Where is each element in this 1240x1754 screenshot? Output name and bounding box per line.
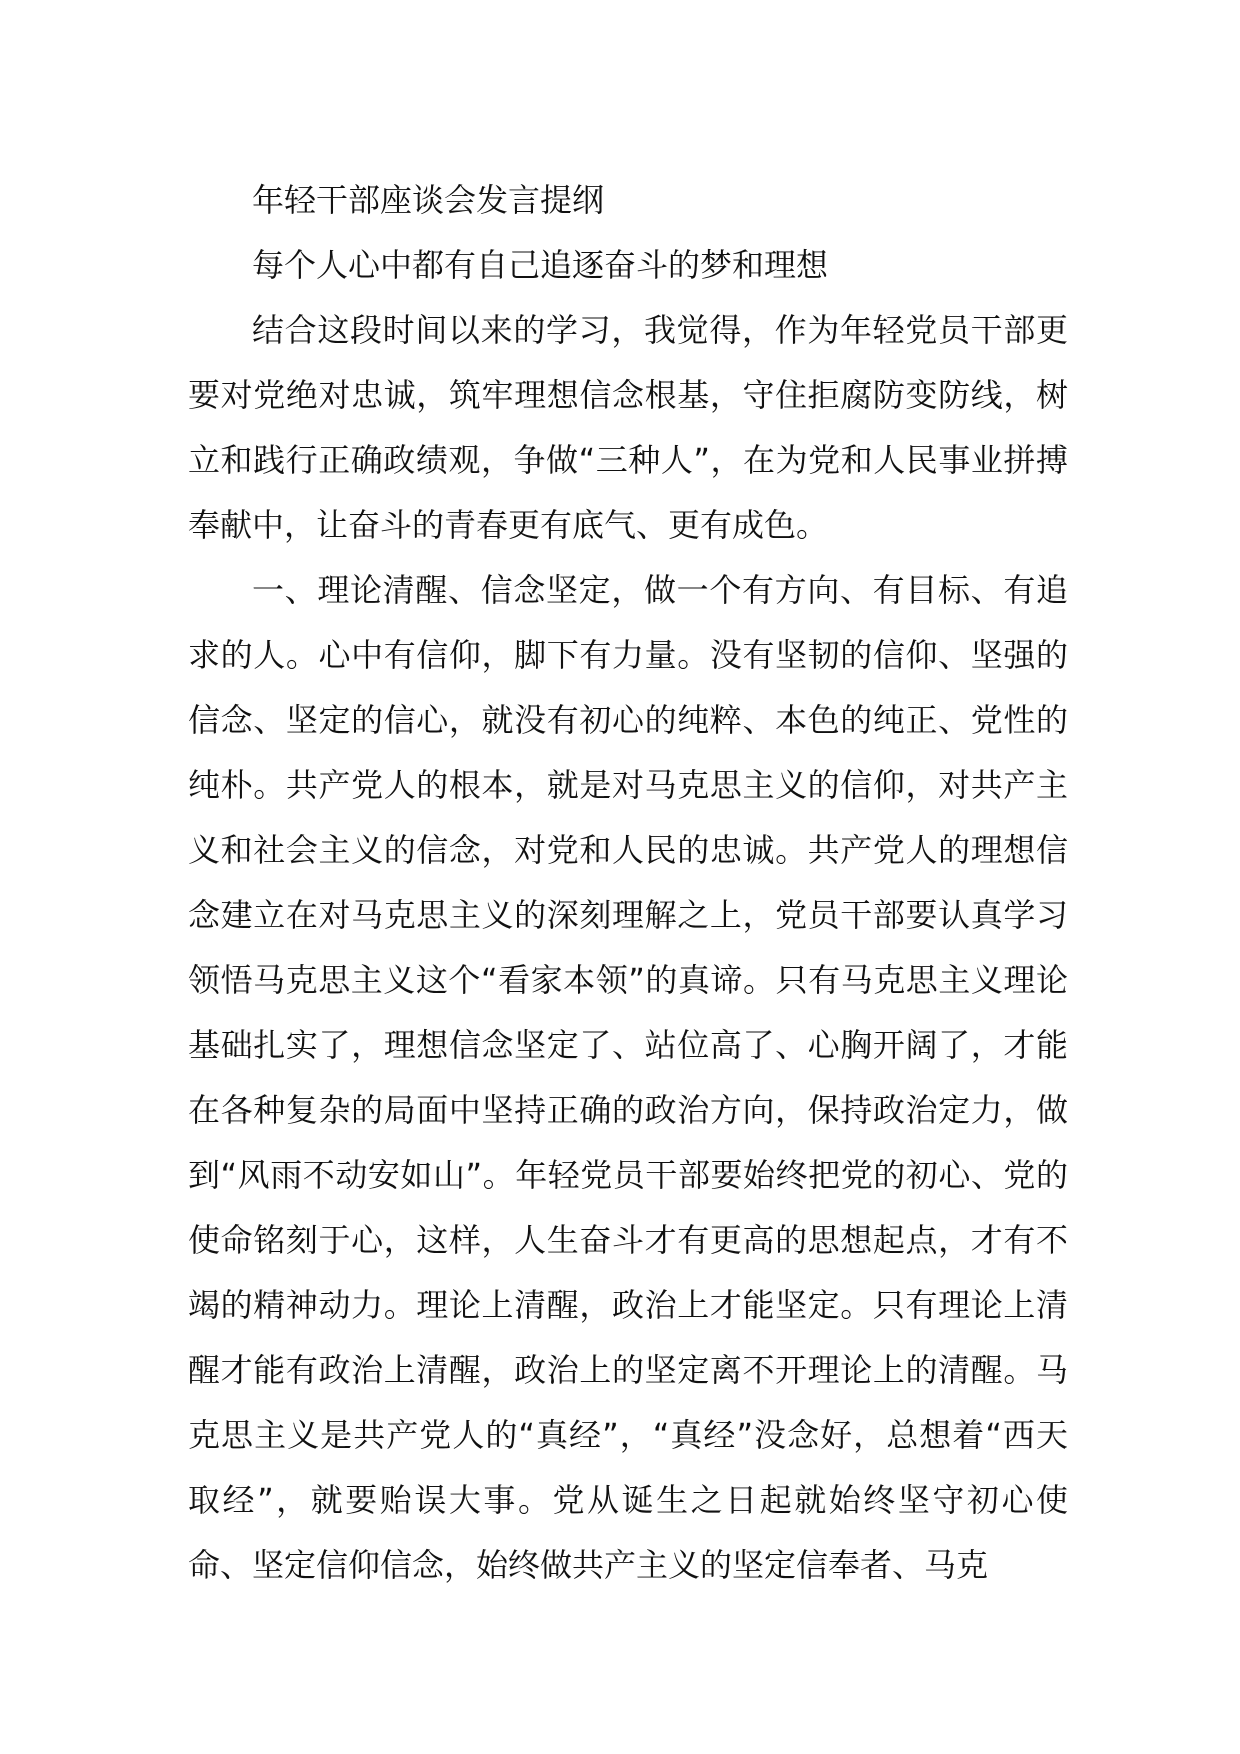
document-title: 年轻干部座谈会发言提纲 [252, 181, 605, 219]
document-body [188, 168, 1068, 1598]
document-subtitle: 每个人心中都有自己追逐奋斗的梦和理想 [252, 246, 829, 284]
section-one-paragraph: 一、理论清醒、信念坚定，做一个有方向、有目标、有追求的人。心中有信仰，脚下有力量。没有坚韧的信仰、坚强的信念、坚定的信心，就没有初心的纯粹、本色的纯正、党性的纯朴。共产党人的根本，就是对马克思主义的信仰，对共产主义和社会主义的信念，对党和人民的忠诚。共产党人的理想信念建立在对马克思主义的深刻理解之上，党员干部要认真学习领悟马克思主义这个“看家本领”的真谛。只有马克思主义理论基础扎实了，理想信念坚定了、站位高了、心胸开阔了，才能在各种复杂的局面中坚持正确的政治方向，保持政治定力，做到“风雨不动安如山”。年轻党员干部要始终把党的初心、党的使命铭刻于心，这样，人生奋斗才有更高的思想起点，才有不竭的精神动力。理论上清醒，政治上才能坚定。只有理论上清醒才能有政治上清醒，政治上的坚定离不开理论上的清醒。马克思主义是共产党人的“真经”，“真经”没念好，总想着“西天取经”，就要贻误大事。党从诞生之日起就始终坚守初心使命、坚定信仰信念，始终做共产主义的坚定信奉者、马克 [188, 571, 1068, 1584]
intro-paragraph: 结合这段时间以来的学习，我觉得，作为年轻党员干部更要对党绝对忠诚，筑牢理想信念根基，守住拒腐防变防线，树立和践行正确政绩观，争做“三种人”，在为党和人民事业拼搏奉献中，让奋斗的青春更有底气、更有成色。 [188, 311, 1068, 544]
